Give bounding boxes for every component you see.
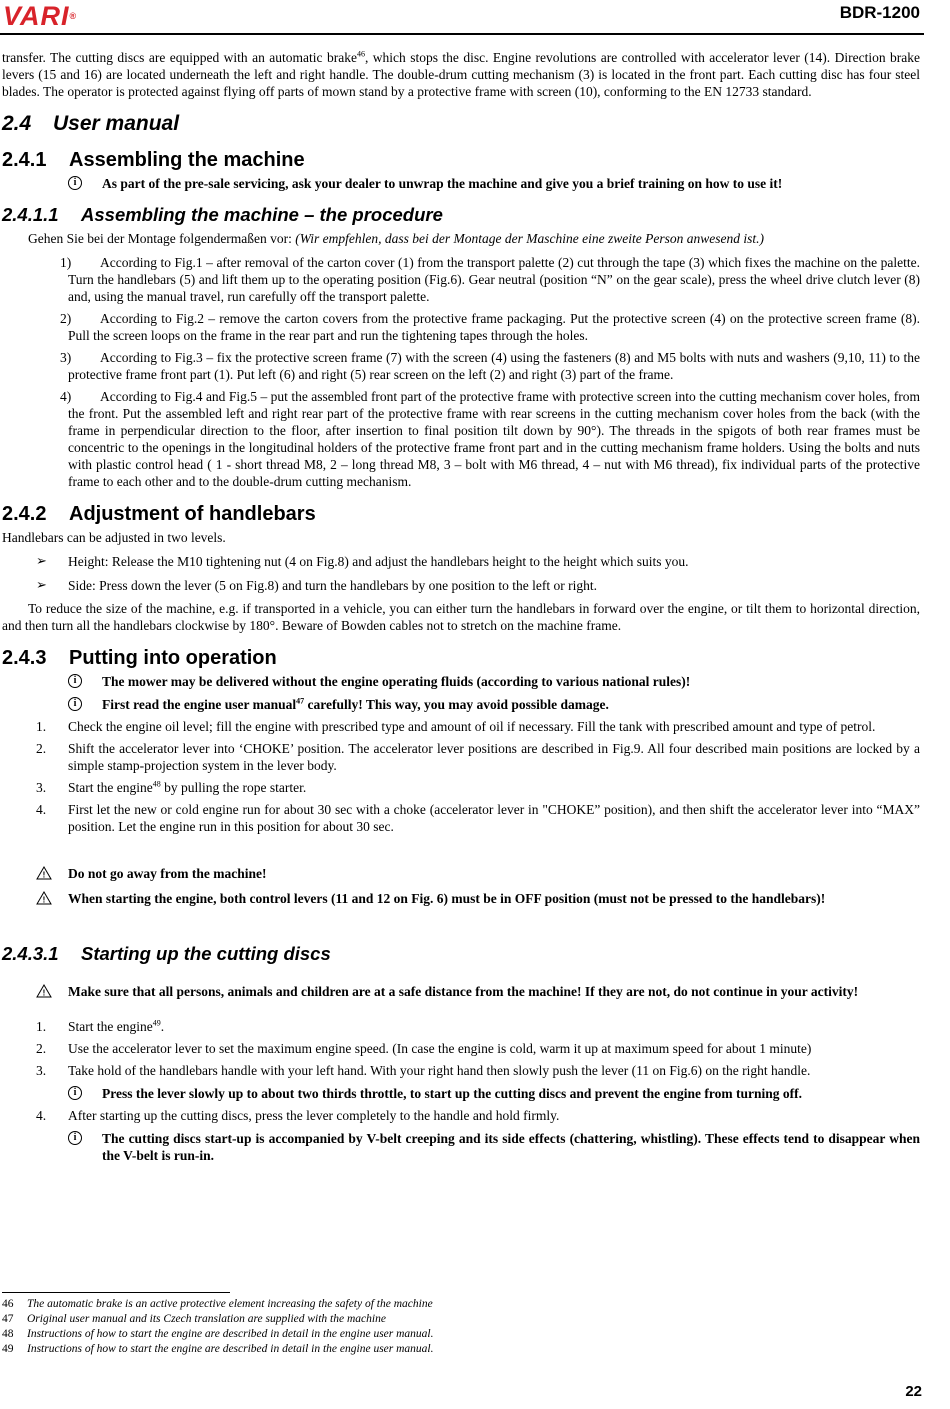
note-fluids: i The mower may be delivered without the engine operating fluids (according to various national rules)! (2, 673, 920, 690)
assembly-step: 3) According to Fig.3 – fix the protective screen frame (7) with the screen (4) using the fasteners (8) and M5 bolts with nuts and washers (9,10, 11) to the protective frame front part (1). Put left (6) and right (5) rear screen on the left (2) and right (3) part of the frame. (60, 350, 920, 382)
assembly-step: 4) According to Fig.4 and Fig.5 – put the assembled front part of the protective frame with protective screen into the cutting mechanism cover holes, from the front. Put the assembled left and right rear part of the protective frame with rear screens in the cutting mechanism cover holes from the back (with the frame in perpendicular direction to the floor, after insertion to final position tilt down by 90°). The threads in the spigots of both rear frames must be concentric to the openings in the longitudinal holders of the protective frame front part and in the cutting mechanism frame holders. Using the bolts and nuts with plastic control head ( 1 - short thread M8, 2 – long thread M8, 3 – bolt with M6 thread, 4 – nut with M6 thread), fix individual parts of the protective frame to each other and to the double-drum cutting mechanism. (60, 389, 920, 489)
svg-text:!: ! (42, 870, 46, 880)
discs-step: 2. Use the accelerator lever to set the maximum engine speed. (In case the engine is cold, warm it up at maximum speed for about 1 minute) (36, 1041, 812, 1056)
footnote: 48 Instructions of how to start the engine are described in detail in the engine user manual. (2, 1328, 434, 1340)
section-2-4-1-1-heading: 2.4.1.1 Assembling the machine – the procedure (2, 204, 443, 225)
info-circle-icon: i (68, 1086, 82, 1100)
arrow-bullet-icon: ➢ (36, 578, 47, 593)
page-header (0, 0, 950, 34)
assembly-step: 1) According to Fig.1 – after removal of the carton cover (1) from the transport palette (2) cut through the tape (3) which fixes the machine on the palette. Turn the handlebars (5) and lift them up to the operating position (Fig.6). Gear neutral (position “N” on the gear scale), press the wheel drive clutch lever (8) and, using the manual travel, run carefully off the transport palette. (60, 255, 920, 304)
intro-paragraph: transfer. The cutting discs are equipped with an automatic brake$^{46}$, which stops the disc. Engine revolutions are controlled with accelerator lever (14). Direction brake levers (15 and 16) are located underneath the left and right handle. The double-drum cutting mechanism (3) is located in the front part. Each cutting disc has four steel blades. The operator is protected against flying off parts of mown stand by a protective frame with screen (10), conforming to the EN 12733 standard. (2, 49, 921, 99)
footnote: 46 The automatic brake is an active protective element increasing the safety of the machine (2, 1298, 433, 1310)
assembly-step: 2) According to Fig.2 – remove the carton covers from the protective frame packaging. Put the protective screen (4) on the protective screen frame (8). Pull the screen loops on the frame in the rear part and run the tightening tapes through the holes. (60, 311, 920, 343)
warning-triangle-icon (36, 984, 52, 998)
footnote: 49 Instructions of how to start the engine are described in detail in the engine user manual. (2, 1343, 434, 1355)
section-2-4-1-heading: 2.4.1 Assembling the machine (2, 149, 305, 171)
page-number: 22 (905, 1383, 922, 1400)
footnote-rule (2, 1292, 230, 1293)
note-v-belt: i The cutting discs start-up is accompanied by V-belt creeping and its side effects (chattering, whistling). These effects tend to disappear when the V-belt is run-in. (2, 1130, 920, 1164)
svg-text:!: ! (42, 988, 46, 998)
assembly-intro: Gehen Sie bei der Montage folgendermaßen vor: (Wir empfehlen, dass bei der Montage der Maschine eine zweite Person anwesend ist.) (28, 231, 764, 246)
handlebars-bullet-height: ➢ Height: Release the M10 tightening nut (4 on Fig.8) and adjust the handlebars height to the height which suits you. (36, 554, 689, 569)
section-2-4-3-heading: 2.4.3 Putting into operation (2, 647, 277, 669)
operation-step: 2. Shift the accelerator lever into ‘CHOKE’ position. The accelerator lever positions are described in Fig.9. All four described main positions are locked by a simple stamp-projection system in the lever body. (36, 741, 920, 773)
handlebars-intro: Handlebars can be adjusted in two levels. (2, 530, 226, 545)
page-content (2, 49, 920, 1164)
operation-step: 4. First let the new or cold engine run for about 30 sec with a choke (accelerator lever in "CHOKE” position), and then shift the accelerator lever into “MAX” position. Let the engine run in this position for about 30 sec. (36, 802, 920, 834)
vari-logo: VARI® (3, 1, 78, 31)
discs-step: 3. Take hold of the handlebars handle with your left hand. With your right hand then slowly push the lever (11 on Fig.6) on the right handle. (36, 1063, 811, 1078)
section-2-4-3-1-heading: 2.4.3.1 Starting up the cutting discs (2, 943, 331, 964)
warning-safe-distance: ! Make sure that all persons, animals and children are at a safe distance from the machine! If they are not, do not continue in your activity! (2, 983, 920, 1000)
warning-triangle-icon (36, 866, 52, 880)
warning-triangle-icon (36, 891, 52, 905)
svg-text:!: ! (42, 895, 46, 905)
warning-control-levers: ! When starting the engine, both control levers (11 and 12 on Fig. 6) must be in OFF position (must not be pressed to the handlebars)! (2, 890, 920, 907)
info-circle-icon: i (68, 674, 82, 688)
section-2-4-heading: 2.4 User manual (2, 112, 180, 135)
info-circle-icon: i (68, 176, 82, 190)
operation-step: 1. Check the engine oil level; fill the engine with prescribed type and amount of oil if necessary. Fill the tank with prescribed amount and type of petrol. (36, 719, 876, 734)
footnotes (2, 1297, 902, 1357)
warning-do-not-leave: ! Do not go away from the machine! (2, 865, 920, 882)
note-press-lever-slowly: i Press the lever slowly up to about two thirds throttle, to start up the cutting discs and prevent the engine from turning off. (2, 1085, 920, 1102)
arrow-bullet-icon: ➢ (36, 554, 47, 569)
info-circle-icon: i (68, 1131, 82, 1145)
operation-step: 3. Start the engine$^{48}$ by pulling the rope starter. (36, 779, 307, 795)
handlebars-bullet-side: ➢ Side: Press down the lever (5 on Fig.8) and turn the handlebars by one position to the left or right. (36, 578, 598, 593)
note-pre-sale: i As part of the pre-sale servicing, ask your dealer to unwrap the machine and give you a brief training on how to use it! (2, 175, 920, 192)
info-circle-icon: i (68, 697, 82, 711)
model-name: BDR-1200 (839, 3, 920, 22)
header-rule (0, 33, 924, 35)
discs-step: 4. After starting up the cutting discs, press the lever completely to the handle and hold firmly. (36, 1108, 560, 1123)
footnote: 47 Original user manual and its Czech translation are supplied with the machine (2, 1313, 386, 1325)
section-2-4-2-heading: 2.4.2 Adjustment of handlebars (2, 503, 316, 525)
discs-step: 1. Start the engine$^{49}$. (36, 1018, 165, 1034)
handlebars-outro: To reduce the size of the machine, e.g. if transported in a vehicle, you can either turn the handlebars in forward over the engine, or tilt them to horizontal direction, and then turn all the handlebars clockwise by 180°. Beware of Bowden cables not to stretch on the machine frame. (2, 601, 920, 633)
note-read-manual: i First read the engine user manual$^{47}$ carefully! This way, you may avoid possible damage. (2, 696, 920, 713)
